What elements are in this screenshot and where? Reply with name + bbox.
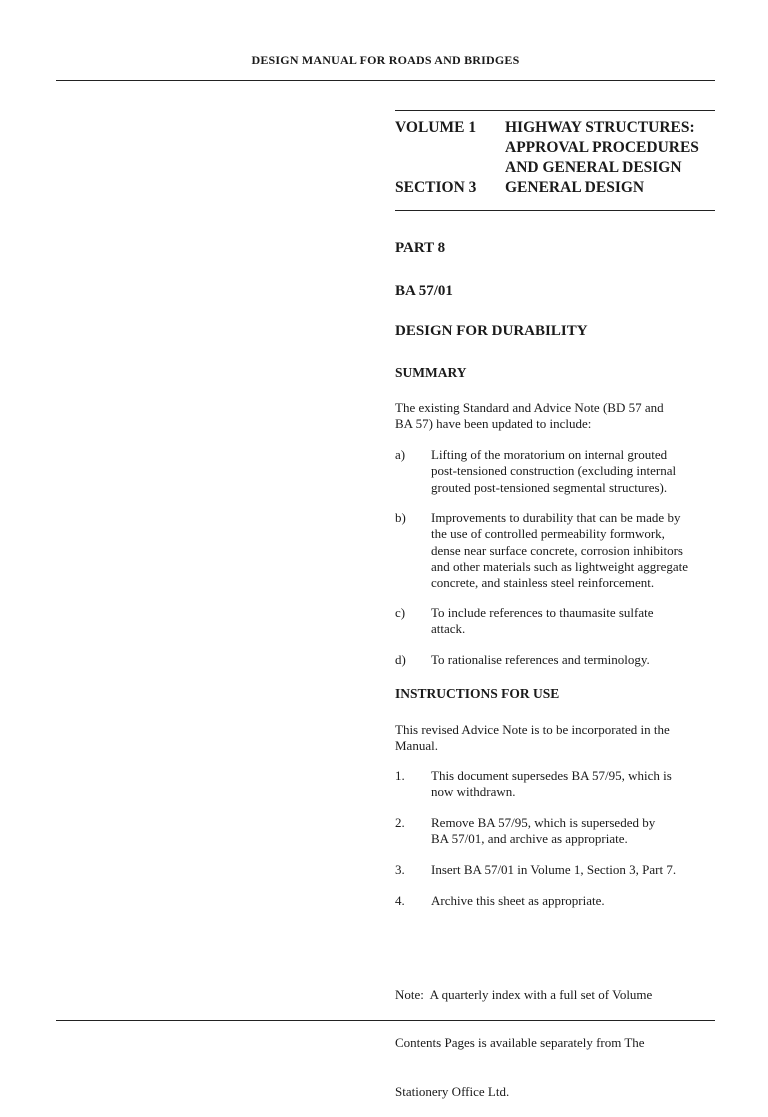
item-marker: 2. bbox=[395, 815, 405, 830]
section-label: SECTION 3 bbox=[395, 179, 477, 196]
instruction-item bbox=[395, 815, 725, 848]
instructions-intro bbox=[395, 722, 725, 755]
document-code: BA 57/01 bbox=[395, 283, 453, 299]
summary-item bbox=[395, 605, 725, 638]
volume-title-line: APPROVAL PROCEDURES bbox=[505, 139, 699, 156]
item-text bbox=[431, 768, 725, 801]
item-marker: a) bbox=[395, 447, 406, 462]
text-line: Note: A quarterly index with a full set of Volume bbox=[395, 986, 653, 1002]
text-line: To include references to thaumasite sulfate bbox=[431, 605, 654, 620]
item-text bbox=[431, 893, 725, 909]
item-text bbox=[431, 652, 725, 668]
running-header: DESIGN MANUAL FOR ROADS AND BRIDGES bbox=[251, 53, 520, 67]
instruction-item bbox=[395, 768, 725, 801]
part-heading: PART 8 bbox=[395, 240, 446, 256]
document-title: DESIGN FOR DURABILITY bbox=[395, 323, 588, 339]
text-line: Insert BA 57/01 in Volume 1, Section 3, Part 7. bbox=[431, 862, 677, 877]
text-line: Remove BA 57/95, which is superseded by bbox=[431, 815, 656, 830]
text-line: Archive this sheet as appropriate. bbox=[431, 893, 605, 908]
item-marker: 1. bbox=[395, 768, 405, 783]
volume-top-rule bbox=[395, 110, 715, 111]
summary-item bbox=[395, 510, 725, 591]
footer-divider bbox=[56, 1020, 715, 1021]
text-line: dense near surface concrete, corrosion inhibitors bbox=[431, 542, 683, 558]
item-text bbox=[431, 605, 725, 638]
volume-title-line: AND GENERAL DESIGN bbox=[505, 159, 682, 176]
item-text bbox=[431, 510, 725, 591]
summary-intro bbox=[395, 400, 725, 433]
item-marker: c) bbox=[395, 605, 406, 620]
text-line: To rationalise references and terminology. bbox=[431, 652, 650, 667]
text-line: BA 57) have been updated to include: bbox=[395, 416, 592, 432]
text-line: Stationery Office Ltd. bbox=[395, 1084, 510, 1100]
item-marker: 4. bbox=[395, 893, 405, 908]
item-text bbox=[431, 447, 725, 496]
footnote bbox=[395, 954, 725, 1117]
item-text bbox=[431, 862, 725, 878]
text-line: Manual. bbox=[395, 738, 438, 754]
instructions-heading: INSTRUCTIONS FOR USE bbox=[395, 686, 560, 701]
header-divider bbox=[56, 80, 715, 81]
instruction-item bbox=[395, 862, 725, 878]
text-line: The existing Standard and Advice Note (BD 57 and bbox=[395, 400, 664, 415]
summary-heading: SUMMARY bbox=[395, 365, 467, 380]
text-line: This document supersedes BA 57/95, which is bbox=[431, 768, 672, 783]
text-line: BA 57/01, and archive as appropriate. bbox=[431, 831, 628, 847]
text-line: Contents Pages is available separately from The bbox=[395, 1035, 645, 1051]
volume-block bbox=[395, 118, 715, 198]
instruction-item bbox=[395, 893, 725, 909]
text-line: and other materials such as lightweight aggregate bbox=[431, 558, 689, 574]
item-marker: 3. bbox=[395, 862, 405, 877]
text-line: grouted post-tensioned segmental structures). bbox=[431, 479, 668, 495]
summary-item bbox=[395, 652, 725, 668]
volume-title bbox=[505, 118, 715, 178]
section-row bbox=[395, 178, 715, 198]
section-title: GENERAL DESIGN bbox=[505, 179, 645, 196]
text-line: This revised Advice Note is to be incorporated in the bbox=[395, 722, 670, 737]
text-line: Improvements to durability that can be made by bbox=[431, 510, 681, 525]
item-marker: b) bbox=[395, 510, 406, 525]
summary-item bbox=[395, 447, 725, 496]
text-line: the use of controlled permeability formwork, bbox=[431, 526, 665, 542]
text-line: post-tensioned construction (excluding internal bbox=[431, 463, 677, 479]
text-line: Lifting of the moratorium on internal grouted bbox=[431, 447, 668, 462]
volume-bottom-rule bbox=[395, 210, 715, 211]
volume-row bbox=[395, 118, 715, 178]
item-text bbox=[431, 815, 725, 848]
text-line: concrete, and stainless steel reinforcement. bbox=[431, 575, 655, 591]
text-line: now withdrawn. bbox=[431, 784, 516, 800]
text-line: attack. bbox=[431, 621, 466, 637]
item-marker: d) bbox=[395, 652, 406, 667]
volume-label: VOLUME 1 bbox=[395, 119, 477, 136]
volume-title-line: HIGHWAY STRUCTURES: bbox=[505, 119, 695, 136]
